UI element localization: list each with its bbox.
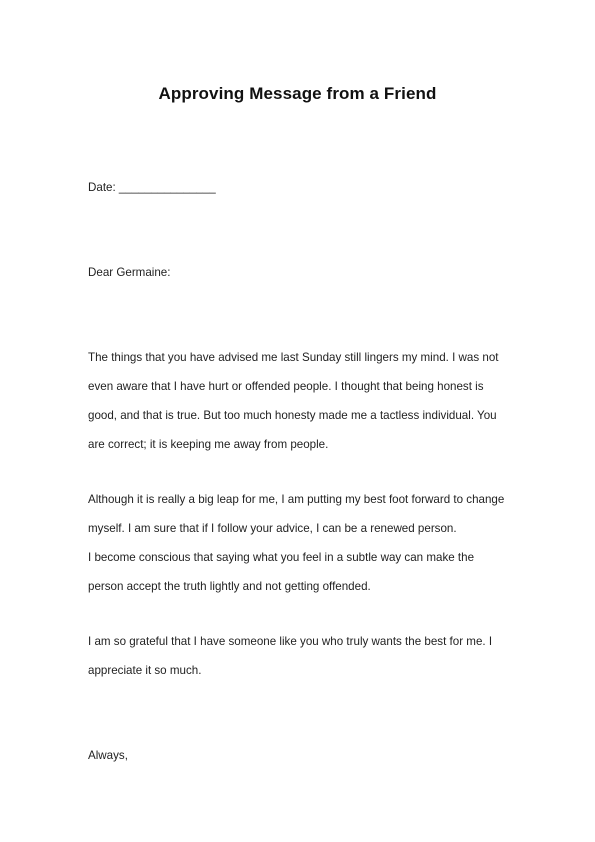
- paragraph-line: person accept the truth lightly and not getting offended.: [88, 580, 371, 593]
- paragraph-line: even aware that I have hurt or offended people. I thought that being honest is: [88, 380, 484, 393]
- paragraph-line: are correct; it is keeping me away from people.: [88, 438, 329, 451]
- paragraph-2: [88, 493, 518, 609]
- paragraph-3: [88, 635, 518, 693]
- paragraph-1: [88, 351, 518, 467]
- paragraph-line: I am so grateful that I have someone like you who truly wants the best for me. I: [88, 635, 493, 648]
- salutation: Dear Germaine:: [88, 266, 171, 279]
- paragraph-line: The things that you have advised me last Sunday still lingers my mind. I was not: [88, 351, 499, 364]
- paragraph-line: good, and that is true. But too much honesty made me a tactless individual. You: [88, 409, 497, 422]
- closing: Always,: [88, 749, 128, 762]
- paragraph-line: myself. I am sure that if I follow your advice, I can be a renewed person.: [88, 522, 457, 535]
- date-line: Date: _______________: [88, 181, 216, 194]
- paragraph-line: appreciate it so much.: [88, 664, 202, 677]
- paragraph-line: I become conscious that saying what you feel in a subtle way can make the: [88, 551, 475, 564]
- paragraph-line: Although it is really a big leap for me, I am putting my best foot forward to change: [88, 493, 505, 506]
- document-title: Approving Message from a Friend: [158, 84, 437, 103]
